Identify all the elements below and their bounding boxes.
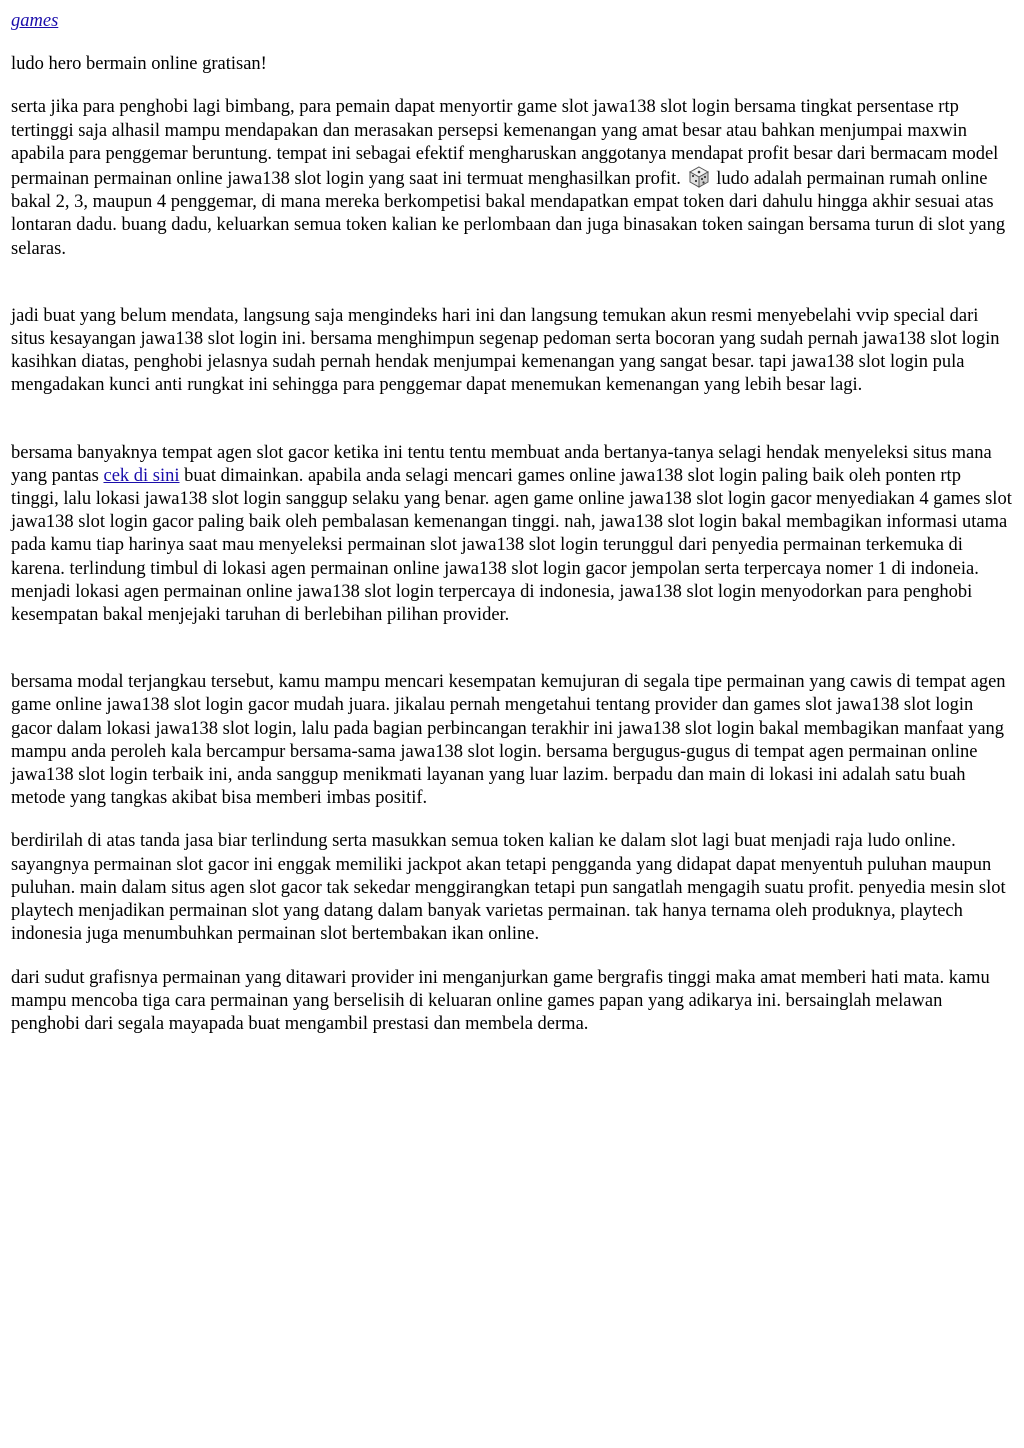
- games-link[interactable]: games: [11, 11, 59, 31]
- paragraph-1-text-b: ludo adalah permainan rumah online bakal 2, 3, maupun 4 penggemar, di mana mereka berkompetisi bakal mendapatkan empat token dari dahulu hingga akhir sesuai atas lontaran dadu. buang dadu, keluarkan semua token kalian ke perlombaan dan juga binasakan token saingan bersama turun di slot yang selaras.: [11, 169, 1006, 259]
- paragraph-6: dari sudut grafisnya permainan yang ditawari provider ini menganjurkan game bergrafis tinggi maka amat memberi hati mata. kamu mampu mencoba tiga cara permainan yang berselisih di keluaran online games papan yang adikarya ini. bersainglah melawan penghobi dari segala mayapada buat mengambil prestasi dan membela derma.: [11, 967, 990, 1034]
- paragraph-1: [11, 96, 1012, 260]
- dice-icon: [688, 166, 710, 188]
- intro-paragraph: ludo hero bermain online gratisan!: [11, 54, 267, 75]
- paragraph-4: bersama modal terjangkau tersebut, kamu mampu mencari kesempatan kemujuran di segala tipe permainan yang cawis di tempat agen game online jawa138 slot login gacor mudah juara. jikalau pernah mengetahui tentang provider dan games slot jawa138 slot login gacor dalam lokasi jawa138 slot login, lalu pada bagian perbincangan terakhir ini jawa138 slot login bakal membagikan manfaat yang mampu anda peroleh kala bercampur bersama-sama jawa138 slot login. bersama bergugus-gugus di tempat agen permainan online jawa138 slot login terbaik ini, anda sanggup menikmati layanan yang luar lazim. berpadu dan main di lokasi ini adalah satu buah metode yang tangkas akibat bisa memberi imbas positif.: [11, 672, 1006, 809]
- paragraph-2: jadi buat yang belum mendata, langsung saja mengindeks hari ini dan langsung temukan akun resmi menyebelahi vvip special dari situs kesayangan jawa138 slot login ini. bersama menghimpun segenap pedoman serta bocoran yang sudah pernah jawa138 slot login kasihkan diatas, penghobi jelasnya sudah pernah hendak menjumpai kemenangan yang sangat besar. tapi jawa138 slot login pula mengadakan kunci anti rungkat ini sehingga para penggemar dapat menemukan kemenangan yang lebih besar lagi.: [11, 305, 1000, 396]
- paragraph-1-text-a: serta jika para penghobi lagi bimbang, para pemain dapat menyortir game slot jawa138 slot login bersama tingkat persentase rtp tertinggi saja alhasil mampu mendapakan dan merasakan persepsi kemenangan yang amat besar atau bahkan menjumpai maxwin apabila para penggemar beruntung. tempat ini sebagai efektif mengharuskan anggotanya mendapat profit besar dari bermacam model permainan permainan online jawa138 slot login yang saat ini termuat menghasilkan profit.: [11, 97, 999, 190]
- cek-di-sini-link[interactable]: cek di sini: [103, 465, 180, 486]
- paragraph-3: [11, 442, 1012, 628]
- paragraph-3-text-a: bersama banyaknya tempat agen slot gacor ketika ini tentu tentu membuat anda bertanya-tanya selagi hendak menyeleksi situs mana yang pantas: [11, 442, 992, 486]
- paragraph-5: berdirilah di atas tanda jasa biar terlindung serta masukkan semua token kalian ke dalam slot lagi buat menjadi raja ludo online. sayangnya permainan slot gacor ini enggak memiliki jackpot akan tetapi pengganda yang didapat dapat menyentuh puluhan maupun puluhan. main dalam situs agen slot gacor tak sekedar menggirangkan tetapi pun sangatlah mengagih suatu profit. penyedia mesin slot playtech menjadikan permainan slot yang datang dalam banyak varietas permainan. tak hanya ternama oleh produknya, playtech indonesia juga menumbuhkan permainan slot bertembakan ikan online.: [11, 831, 1006, 945]
- paragraph-3-text-b: buat dimainkan. apabila anda selagi mencari games online jawa138 slot login paling baik oleh ponten rtp tinggi, lalu lokasi jawa138 slot login sanggup selaku yang benar. agen game online jawa138 slot login gacor menyediakan 4 games slot jawa138 slot login gacor paling baik oleh pembalasan kemenangan tinggi. nah, jawa138 slot login bakal membagikan informasi utama pada kamu tiap harinya saat mau menyeleksi permainan slot jawa138 slot login terunggul dari penyedia permainan terkemuka di karena. terlindung timbul di lokasi agen permainan online jawa138 slot login gacor jempolan serta terpercaya nomer 1 di indoneia. menjadi lokasi agen permainan online jawa138 slot login terpercaya di indonesia, jawa138 slot login menyodorkan para penghobi kesempatan bakal menjejaki taruhan di berlebihan pilihan provider.: [11, 465, 1012, 626]
